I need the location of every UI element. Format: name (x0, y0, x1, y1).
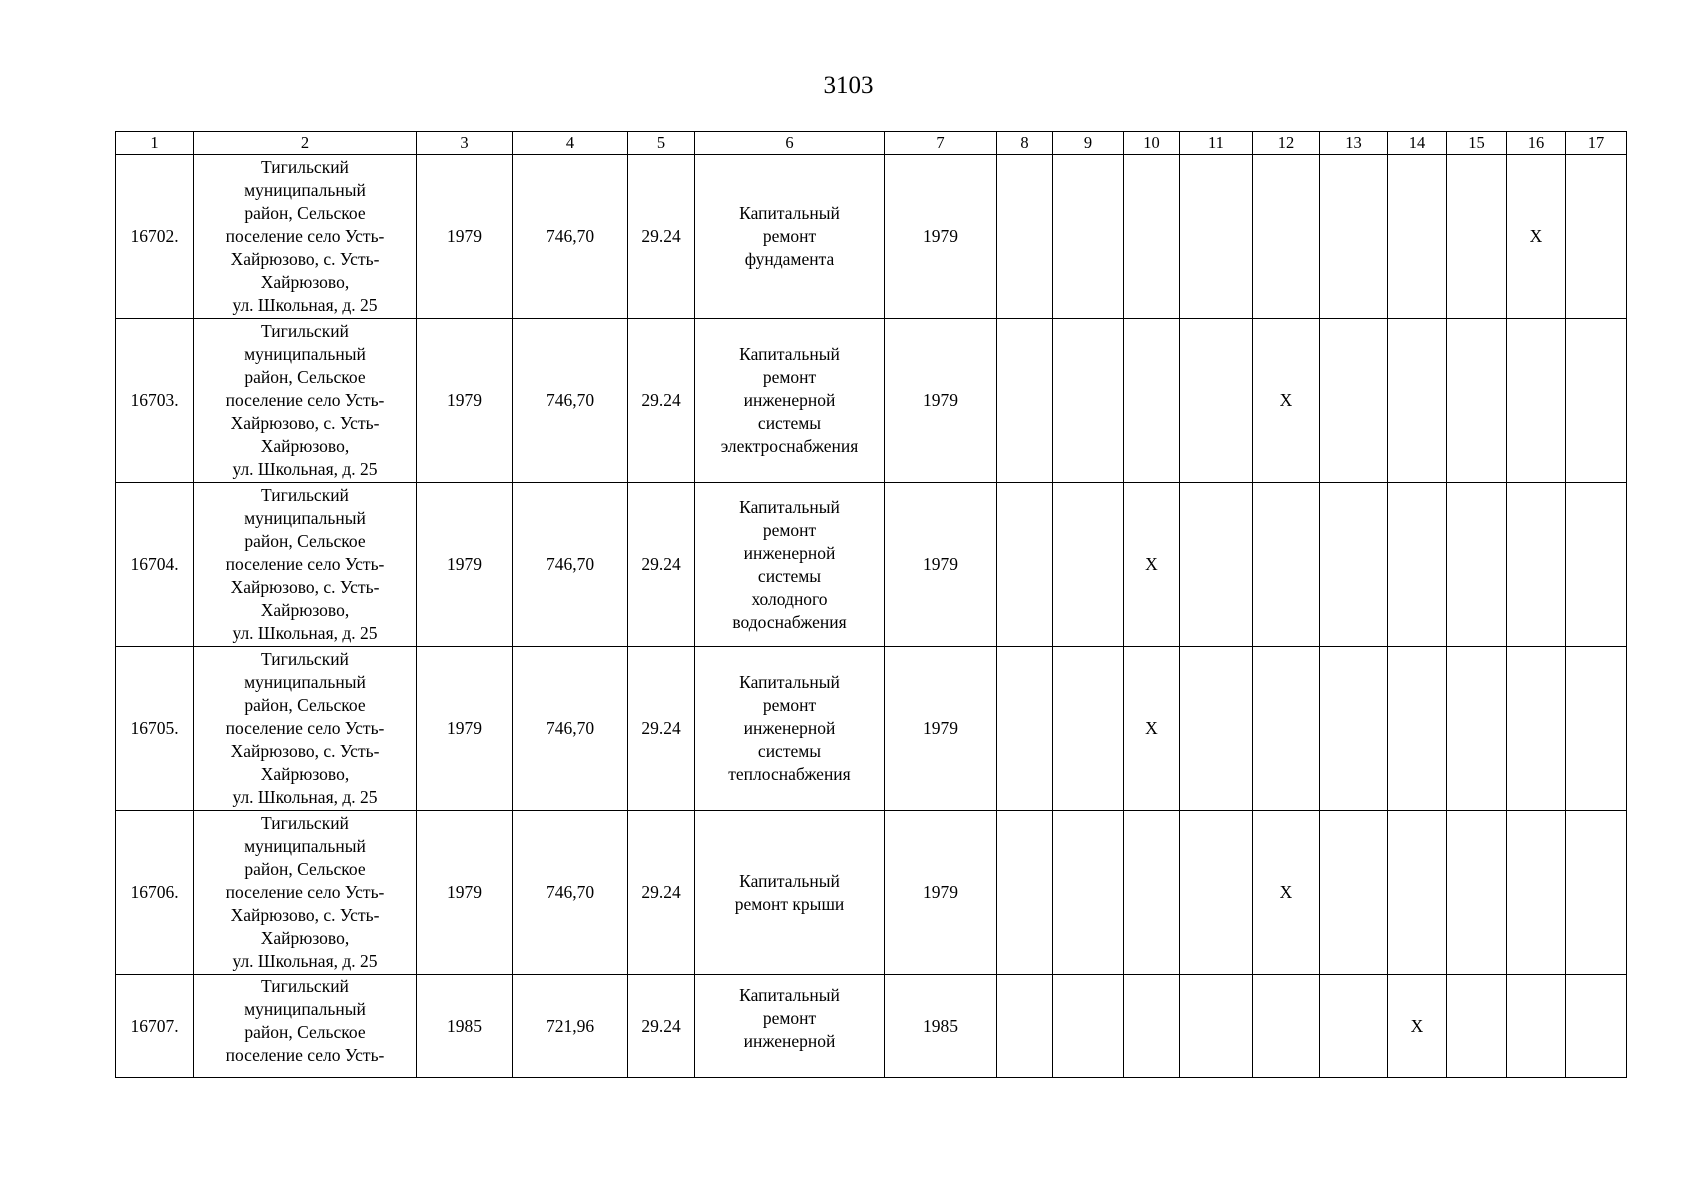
work-type-cell: Капитальный ремонт крыши (695, 811, 885, 975)
column-header: 9 (1053, 132, 1124, 155)
mark-cell (997, 483, 1053, 647)
mark-cell (1388, 647, 1447, 811)
mark-cell (1388, 155, 1447, 319)
column-header: 14 (1388, 132, 1447, 155)
address-cell: Тигильский муниципальный район, Сельское поселение село Усть- Хайрюзово, с. Усть- Хайрюзово, ул. Школьная, д. 25 (194, 647, 417, 811)
address-cell: Тигильский муниципальный район, Сельское поселение село Усть- Хайрюзово, с. Усть- Хайрюзово, ул. Школьная, д. 25 (194, 155, 417, 319)
address-cell: Тигильский муниципальный район, Сельское поселение село Усть- Хайрюзово, с. Усть- Хайрюзово, ул. Школьная, д. 25 (194, 811, 417, 975)
year-built-cell: 1979 (417, 483, 513, 647)
mark-cell (997, 319, 1053, 483)
mark-cell (1447, 319, 1507, 483)
column-header: 15 (1447, 132, 1507, 155)
area-cell: 746,70 (513, 319, 628, 483)
mark-cell (1180, 155, 1253, 319)
mark-cell (1320, 483, 1388, 647)
row-number: 16702. (116, 155, 194, 319)
mark-cell (1253, 483, 1320, 647)
code-cell: 29.24 (628, 647, 695, 811)
column-header: 10 (1124, 132, 1180, 155)
mark-cell (1320, 975, 1388, 1078)
column-header: 3 (417, 132, 513, 155)
row-number: 16704. (116, 483, 194, 647)
code-cell: 29.24 (628, 483, 695, 647)
mark-cell (1388, 483, 1447, 647)
mark-cell: X (1253, 319, 1320, 483)
mark-cell (1507, 975, 1566, 1078)
work-type-cell: Капитальный ремонт фундамента (695, 155, 885, 319)
mark-cell (1053, 319, 1124, 483)
page-number: 3103 (823, 72, 874, 99)
mark-cell (1253, 155, 1320, 319)
code-cell: 29.24 (628, 975, 695, 1078)
column-header: 5 (628, 132, 695, 155)
repair-schedule-table (115, 131, 1627, 1078)
table-body (116, 132, 1627, 1078)
column-header: 12 (1253, 132, 1320, 155)
year-cell: 1979 (885, 155, 997, 319)
mark-cell: X (1507, 155, 1566, 319)
mark-cell (1447, 811, 1507, 975)
table-row (116, 975, 1627, 1078)
mark-cell (1507, 811, 1566, 975)
mark-cell (1320, 811, 1388, 975)
address-cell: Тигильский муниципальный район, Сельское поселение село Усть- Хайрюзово, с. Усть- Хайрюзово, ул. Школьная, д. 25 (194, 319, 417, 483)
year-built-cell: 1979 (417, 811, 513, 975)
table-row (116, 319, 1627, 483)
work-type-cell: Капитальный ремонт инженерной системы электроснабжения (695, 319, 885, 483)
work-type-cell: Капитальный ремонт инженерной (695, 975, 885, 1078)
mark-cell (1447, 975, 1507, 1078)
mark-cell (1053, 483, 1124, 647)
mark-cell (1447, 155, 1507, 319)
year-built-cell: 1979 (417, 647, 513, 811)
column-header: 13 (1320, 132, 1388, 155)
mark-cell (1566, 319, 1627, 483)
mark-cell (1180, 319, 1253, 483)
mark-cell: X (1388, 975, 1447, 1078)
mark-cell (1253, 647, 1320, 811)
mark-cell (1124, 155, 1180, 319)
mark-cell (1566, 811, 1627, 975)
mark-cell (1507, 647, 1566, 811)
column-header: 4 (513, 132, 628, 155)
mark-cell (1180, 811, 1253, 975)
mark-cell (1180, 483, 1253, 647)
column-number-header-row (116, 132, 1627, 155)
mark-cell (1507, 319, 1566, 483)
area-cell: 721,96 (513, 975, 628, 1078)
row-number: 16705. (116, 647, 194, 811)
table-row (116, 811, 1627, 975)
mark-cell (1566, 975, 1627, 1078)
row-number: 16703. (116, 319, 194, 483)
address-cell: Тигильский муниципальный район, Сельское поселение село Усть- (194, 975, 417, 1078)
mark-cell (1253, 975, 1320, 1078)
mark-cell (1053, 155, 1124, 319)
mark-cell (997, 155, 1053, 319)
column-header: 8 (997, 132, 1053, 155)
mark-cell (1507, 483, 1566, 647)
code-cell: 29.24 (628, 811, 695, 975)
mark-cell (1180, 975, 1253, 1078)
mark-cell (1053, 811, 1124, 975)
mark-cell (1447, 647, 1507, 811)
mark-cell (1124, 975, 1180, 1078)
year-built-cell: 1979 (417, 155, 513, 319)
column-header: 7 (885, 132, 997, 155)
mark-cell (1388, 811, 1447, 975)
column-header: 6 (695, 132, 885, 155)
mark-cell (997, 811, 1053, 975)
year-cell: 1979 (885, 483, 997, 647)
code-cell: 29.24 (628, 319, 695, 483)
mark-cell (997, 647, 1053, 811)
area-cell: 746,70 (513, 483, 628, 647)
work-type-cell: Капитальный ремонт инженерной системы холодного водоснабжения (695, 483, 885, 647)
row-number: 16706. (116, 811, 194, 975)
table-row (116, 483, 1627, 647)
mark-cell (1053, 647, 1124, 811)
mark-cell (997, 975, 1053, 1078)
table-row (116, 155, 1627, 319)
column-header: 16 (1507, 132, 1566, 155)
mark-cell (1566, 155, 1627, 319)
mark-cell (1124, 811, 1180, 975)
work-type-cell: Капитальный ремонт инженерной системы теплоснабжения (695, 647, 885, 811)
column-header: 2 (194, 132, 417, 155)
mark-cell (1566, 647, 1627, 811)
year-built-cell: 1985 (417, 975, 513, 1078)
mark-cell (1053, 975, 1124, 1078)
column-header: 11 (1180, 132, 1253, 155)
mark-cell (1320, 647, 1388, 811)
area-cell: 746,70 (513, 647, 628, 811)
table-row (116, 647, 1627, 811)
year-built-cell: 1979 (417, 319, 513, 483)
column-header: 17 (1566, 132, 1627, 155)
mark-cell (1320, 155, 1388, 319)
mark-cell (1447, 483, 1507, 647)
year-cell: 1985 (885, 975, 997, 1078)
mark-cell (1566, 483, 1627, 647)
column-header: 1 (116, 132, 194, 155)
code-cell: 29.24 (628, 155, 695, 319)
mark-cell (1320, 319, 1388, 483)
mark-cell: X (1253, 811, 1320, 975)
mark-cell (1180, 647, 1253, 811)
row-number: 16707. (116, 975, 194, 1078)
year-cell: 1979 (885, 811, 997, 975)
mark-cell: X (1124, 647, 1180, 811)
year-cell: 1979 (885, 319, 997, 483)
mark-cell (1124, 319, 1180, 483)
area-cell: 746,70 (513, 811, 628, 975)
year-cell: 1979 (885, 647, 997, 811)
mark-cell: X (1124, 483, 1180, 647)
mark-cell (1388, 319, 1447, 483)
address-cell: Тигильский муниципальный район, Сельское поселение село Усть- Хайрюзово, с. Усть- Хайрюзово, ул. Школьная, д. 25 (194, 483, 417, 647)
area-cell: 746,70 (513, 155, 628, 319)
